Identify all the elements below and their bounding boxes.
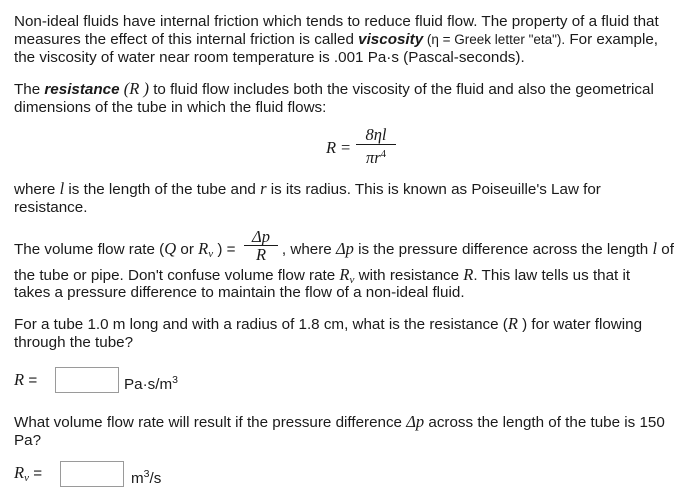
resistance-symbol: (R ) (123, 79, 149, 98)
eta-note: (η = Greek letter "eta"). (423, 32, 566, 47)
def-text-b: is the length of the tube and (64, 181, 261, 198)
flow-frac-num: Δp (252, 227, 270, 246)
rv-symbol: R (198, 239, 209, 258)
formula-den-base: πr (366, 148, 381, 167)
resistance-line-1-start: The (14, 81, 45, 98)
question-2 (14, 413, 698, 450)
flow-fraction (244, 228, 278, 263)
flow-line-1 (14, 240, 698, 263)
question-1 (14, 315, 698, 352)
resistance-line-2: dimensions of the tube in which the fluid flows: (14, 99, 327, 116)
resistance-answer-input[interactable] (55, 367, 119, 393)
answer-2-subscript: v (24, 472, 29, 484)
formula-den-exp: 4 (380, 149, 386, 160)
answer-1-label (14, 369, 37, 392)
answer-2-unit-tail: /s (149, 470, 162, 487)
answer-2-label (14, 462, 42, 489)
flow-rate-answer-input[interactable] (60, 461, 124, 487)
answer-2-unit-exp: 3 (143, 468, 150, 480)
r-symbol: R (463, 265, 474, 284)
question-1-line-2: through the tube? (14, 334, 134, 351)
def-text-a: where (14, 181, 60, 198)
flow-text-f: the tube or pipe. Don't confuse volume flow rate (14, 267, 340, 284)
answer-2-symbol: R (14, 463, 25, 482)
flow-text-d: is the pressure difference across the length (353, 241, 653, 258)
formula-numerator: 8ηl (365, 125, 387, 144)
answer-2-equals: = (28, 465, 43, 482)
intro-line-2-text: measures the effect of this internal friction is called (14, 31, 359, 48)
flow-text-b: ) = (213, 241, 240, 258)
answer-2-unit (131, 463, 161, 490)
q2-dp-symbol: Δp (406, 412, 425, 431)
def-text-c: is its radius. This is known as Poiseuille's Law for (266, 181, 601, 198)
rv-subscript-2: v (349, 274, 355, 286)
q1-symbol: R (507, 314, 518, 333)
rv-subscript: v (208, 248, 214, 260)
q2-text-a: What volume flow rate will result if the pressure difference (14, 414, 407, 431)
flow-text-a: The volume flow rate ( (14, 241, 165, 258)
q1-text-a: For a tube 1.0 m long and with a radius of 1.8 cm, what is the resistance ( (14, 316, 508, 333)
answer-2-unit-text: m (131, 470, 144, 487)
flow-text-g: with resistance (354, 267, 464, 284)
flow-text-h: . This law tells us that it (473, 267, 631, 284)
viscosity-term: viscosity (358, 31, 424, 48)
answer-1-equals: = (24, 372, 38, 389)
answer-1-unit-text: Pa·s/m (124, 376, 173, 393)
dp-symbol: Δp (335, 239, 354, 258)
resistance-line-1-end: to fluid flow includes both the viscosity of the fluid and also the geometrical (148, 81, 654, 98)
answer-1-unit (124, 369, 178, 396)
resistance-term: resistance (44, 81, 120, 98)
formula-lhs: R (326, 138, 337, 157)
flow-text-c: , where (277, 241, 336, 258)
formula-equals: = (341, 138, 351, 157)
radius-symbol: r (260, 179, 267, 198)
answer-1-unit-exp: 3 (172, 374, 178, 386)
intro-line-2 (14, 31, 698, 49)
definition-paragraph (14, 180, 698, 217)
formula-fraction (356, 125, 396, 167)
intro-paragraph (14, 13, 698, 67)
question-2-line-2: Pa? (14, 432, 42, 449)
flow-or: or (176, 241, 199, 258)
intro-line-1: Non-ideal fluids have internal friction which tends to reduce fluid flow. The property of a fluid that (14, 13, 659, 30)
length-symbol: l (59, 179, 65, 198)
formula-denominator (356, 144, 396, 167)
resistance-line-1 (14, 80, 698, 99)
flow-text-e: of (657, 241, 674, 258)
definition-line-1 (14, 180, 698, 199)
answer-1-symbol: R (14, 370, 25, 389)
intro-line-2-end: For example, (565, 31, 659, 48)
resistance-paragraph (14, 80, 698, 117)
intro-line-3: the viscosity of water near room temperature is .001 Pa·s (Pascal-seconds). (14, 49, 525, 66)
flow-line-3: takes a pressure difference to maintain the flow of a non-ideal fluid. (14, 284, 465, 301)
q2-text-b: across the length of the tube is 150 (424, 414, 665, 431)
q1-text-b: ) for water flowing (517, 316, 643, 333)
q-symbol: Q (164, 239, 177, 258)
length-symbol-2: l (652, 239, 658, 258)
question-1-line-1 (14, 315, 698, 334)
flow-frac-den: R (244, 245, 278, 263)
rv-symbol-2: R (339, 265, 350, 284)
definition-line-2: resistance. (14, 199, 88, 216)
question-2-line-1 (14, 413, 698, 432)
